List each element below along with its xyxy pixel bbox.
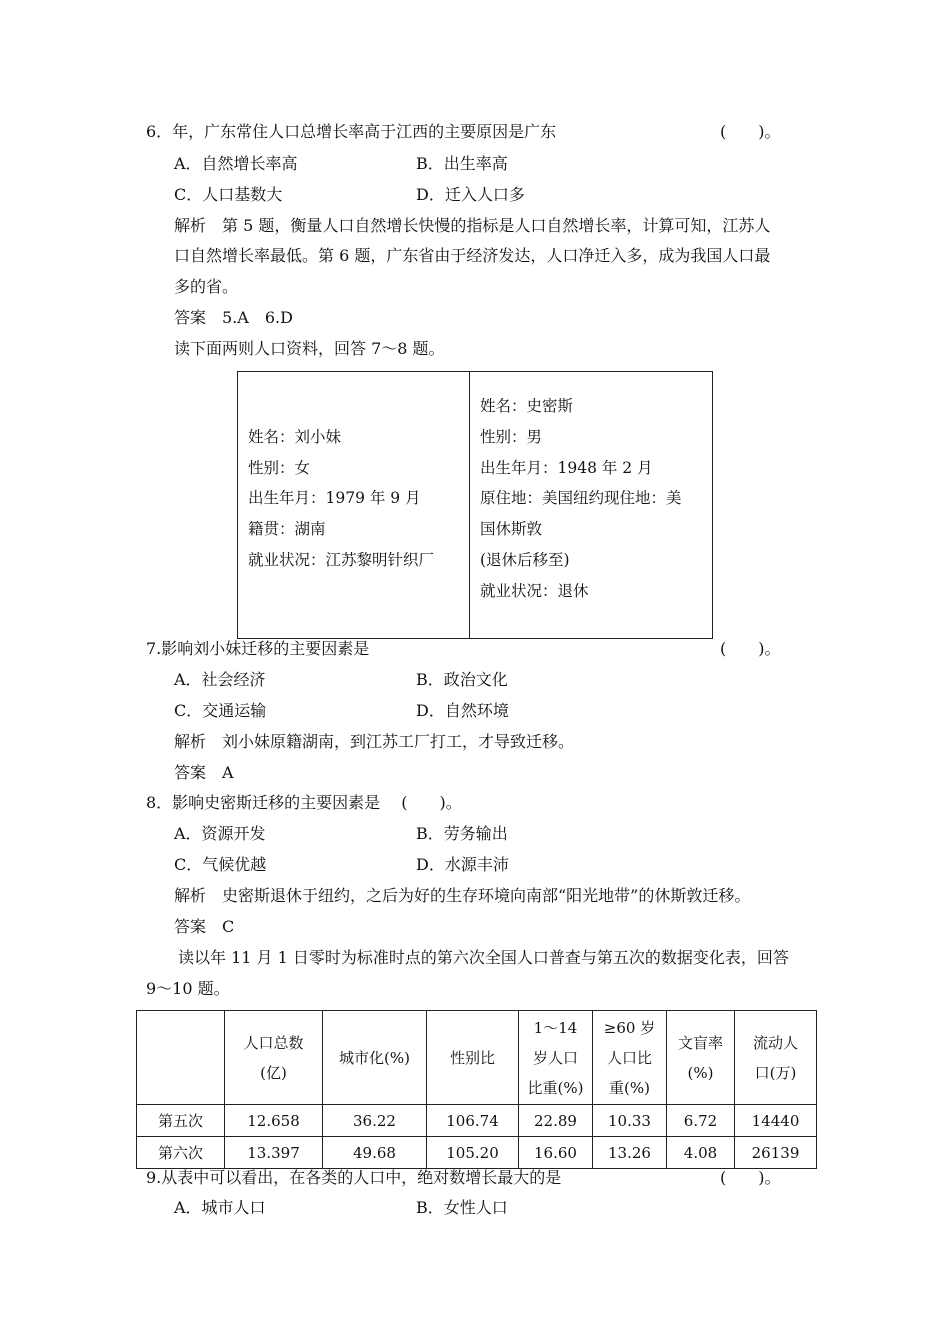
- header-total-population: 人口总数 (亿): [225, 1011, 323, 1105]
- q9-answer-paren: ( )。: [720, 1168, 781, 1187]
- q8-answer: 答案 C: [174, 917, 235, 936]
- q6-answer-paren: ( )。: [720, 122, 781, 141]
- left-profile-gender: 性别：女: [248, 459, 311, 477]
- left-profile-birth: 出生年月：1979 年 9 月: [248, 489, 421, 507]
- q7-option-b: B．政治文化: [416, 670, 508, 689]
- q8-option-a: A．资源开发: [174, 824, 266, 843]
- header-floating-population: 流动人 口(万): [735, 1011, 817, 1105]
- q7-option-a: A．社会经济: [174, 670, 266, 689]
- right-profile-name: 姓名：史密斯: [480, 397, 574, 415]
- table-row: [137, 1137, 817, 1169]
- analysis-5-6-line3: 多的省。: [174, 277, 239, 296]
- census-header-row: [137, 1011, 817, 1105]
- q8-option-d: D．水源丰沛: [416, 855, 509, 874]
- table-cell: 第六次: [137, 1137, 225, 1169]
- table-cell: 4.08: [667, 1137, 735, 1169]
- profiles-divider: [469, 371, 470, 639]
- table-cell: 6.72: [667, 1105, 735, 1137]
- right-profile-origin-3: (退休后移至): [480, 551, 570, 569]
- q8-stem: 8．影响史密斯迁移的主要因素是 ( )。: [146, 793, 462, 812]
- analysis-5-6-line2: 口自然增长率最低。第 6 题，广东省由于经济发达，人口净迁入多，成为我国人口最: [174, 246, 771, 265]
- table-cell: 第五次: [137, 1105, 225, 1137]
- intro-7-8: 读下面两则人口资料，回答 7～8 题。: [174, 339, 445, 358]
- table-cell: 26139: [735, 1137, 817, 1169]
- table-cell: 36.22: [323, 1105, 427, 1137]
- intro-9-10-line1: 读以年 11 月 1 日零时为标准时点的第六次全国人口普查与第五次的数据变化表，回答: [178, 948, 789, 967]
- table-cell: 13.26: [593, 1137, 667, 1169]
- q8-option-b: B．劳务输出: [416, 824, 508, 843]
- header-empty: [137, 1011, 225, 1105]
- q6-option-a: A．自然增长率高: [174, 154, 298, 173]
- q9-option-a: A．城市人口: [174, 1198, 266, 1217]
- q7-option-c: C．交通运输: [174, 701, 267, 720]
- header-age-1-14: 1～14 岁人口 比重(%): [519, 1011, 593, 1105]
- q6-option-c: C．人口基数大: [174, 185, 283, 204]
- census-table: [136, 1010, 817, 1169]
- header-urbanization: 城市化(%): [323, 1011, 427, 1105]
- right-profile-birth: 出生年月：1948 年 2 月: [480, 459, 653, 477]
- header-age-60-plus: ≥60 岁 人口比 重(%): [593, 1011, 667, 1105]
- q6-option-b: B．出生率高: [416, 154, 508, 173]
- answer-5-6: 答案 5.A 6.D: [174, 308, 293, 327]
- left-profile-name: 姓名：刘小妹: [248, 428, 342, 446]
- q7-stem: 7.影响刘小妹迁移的主要因素是: [146, 639, 370, 658]
- table-cell: 22.89: [519, 1105, 593, 1137]
- analysis-5-6-line1: 解析 第 5 题，衡量人口自然增长快慢的指标是人口自然增长率，计算可知，江苏人: [174, 216, 771, 235]
- q7-answer-paren: ( )。: [720, 639, 781, 658]
- q9-stem: 9.从表中可以看出，在各类的人口中，绝对数增长最大的是: [146, 1168, 562, 1187]
- intro-9-10-line2: 9～10 题。: [146, 979, 230, 998]
- header-illiteracy: 文盲率 (%): [667, 1011, 735, 1105]
- right-profile-origin-1: 原住地：美国纽约现住地：美: [480, 489, 682, 507]
- table-cell: 105.20: [427, 1137, 519, 1169]
- table-cell: 13.397: [225, 1137, 323, 1169]
- table-cell: 12.658: [225, 1105, 323, 1137]
- q6-stem: 6．年，广东常住人口总增长率高于江西的主要原因是广东: [146, 122, 557, 141]
- right-profile-origin-2: 国休斯敦: [480, 520, 543, 538]
- left-profile-origin: 籍贯：湖南: [248, 520, 326, 538]
- q8-option-c: C．气候优越: [174, 855, 267, 874]
- right-profile-employment: 就业状况：退休: [480, 582, 589, 600]
- left-profile-employment: 就业状况：江苏黎明针织厂: [248, 551, 435, 569]
- q7-answer: 答案 A: [174, 763, 234, 782]
- table-row: [137, 1105, 817, 1137]
- q8-analysis: 解析 史密斯退休于纽约，之后为好的生存环境向南部“阳光地带”的休斯敦迁移。: [174, 886, 751, 905]
- table-cell: 16.60: [519, 1137, 593, 1169]
- table-cell: 10.33: [593, 1105, 667, 1137]
- q7-option-d: D．自然环境: [416, 701, 509, 720]
- q6-option-d: D．迁入人口多: [416, 185, 525, 204]
- table-cell: 106.74: [427, 1105, 519, 1137]
- q9-option-b: B．女性人口: [416, 1198, 508, 1217]
- table-cell: 49.68: [323, 1137, 427, 1169]
- header-sex-ratio: 性别比: [427, 1011, 519, 1105]
- q7-analysis: 解析 刘小妹原籍湖南，到江苏工厂打工，才导致迁移。: [174, 732, 575, 751]
- table-cell: 14440: [735, 1105, 817, 1137]
- right-profile-gender: 性别：男: [480, 428, 543, 446]
